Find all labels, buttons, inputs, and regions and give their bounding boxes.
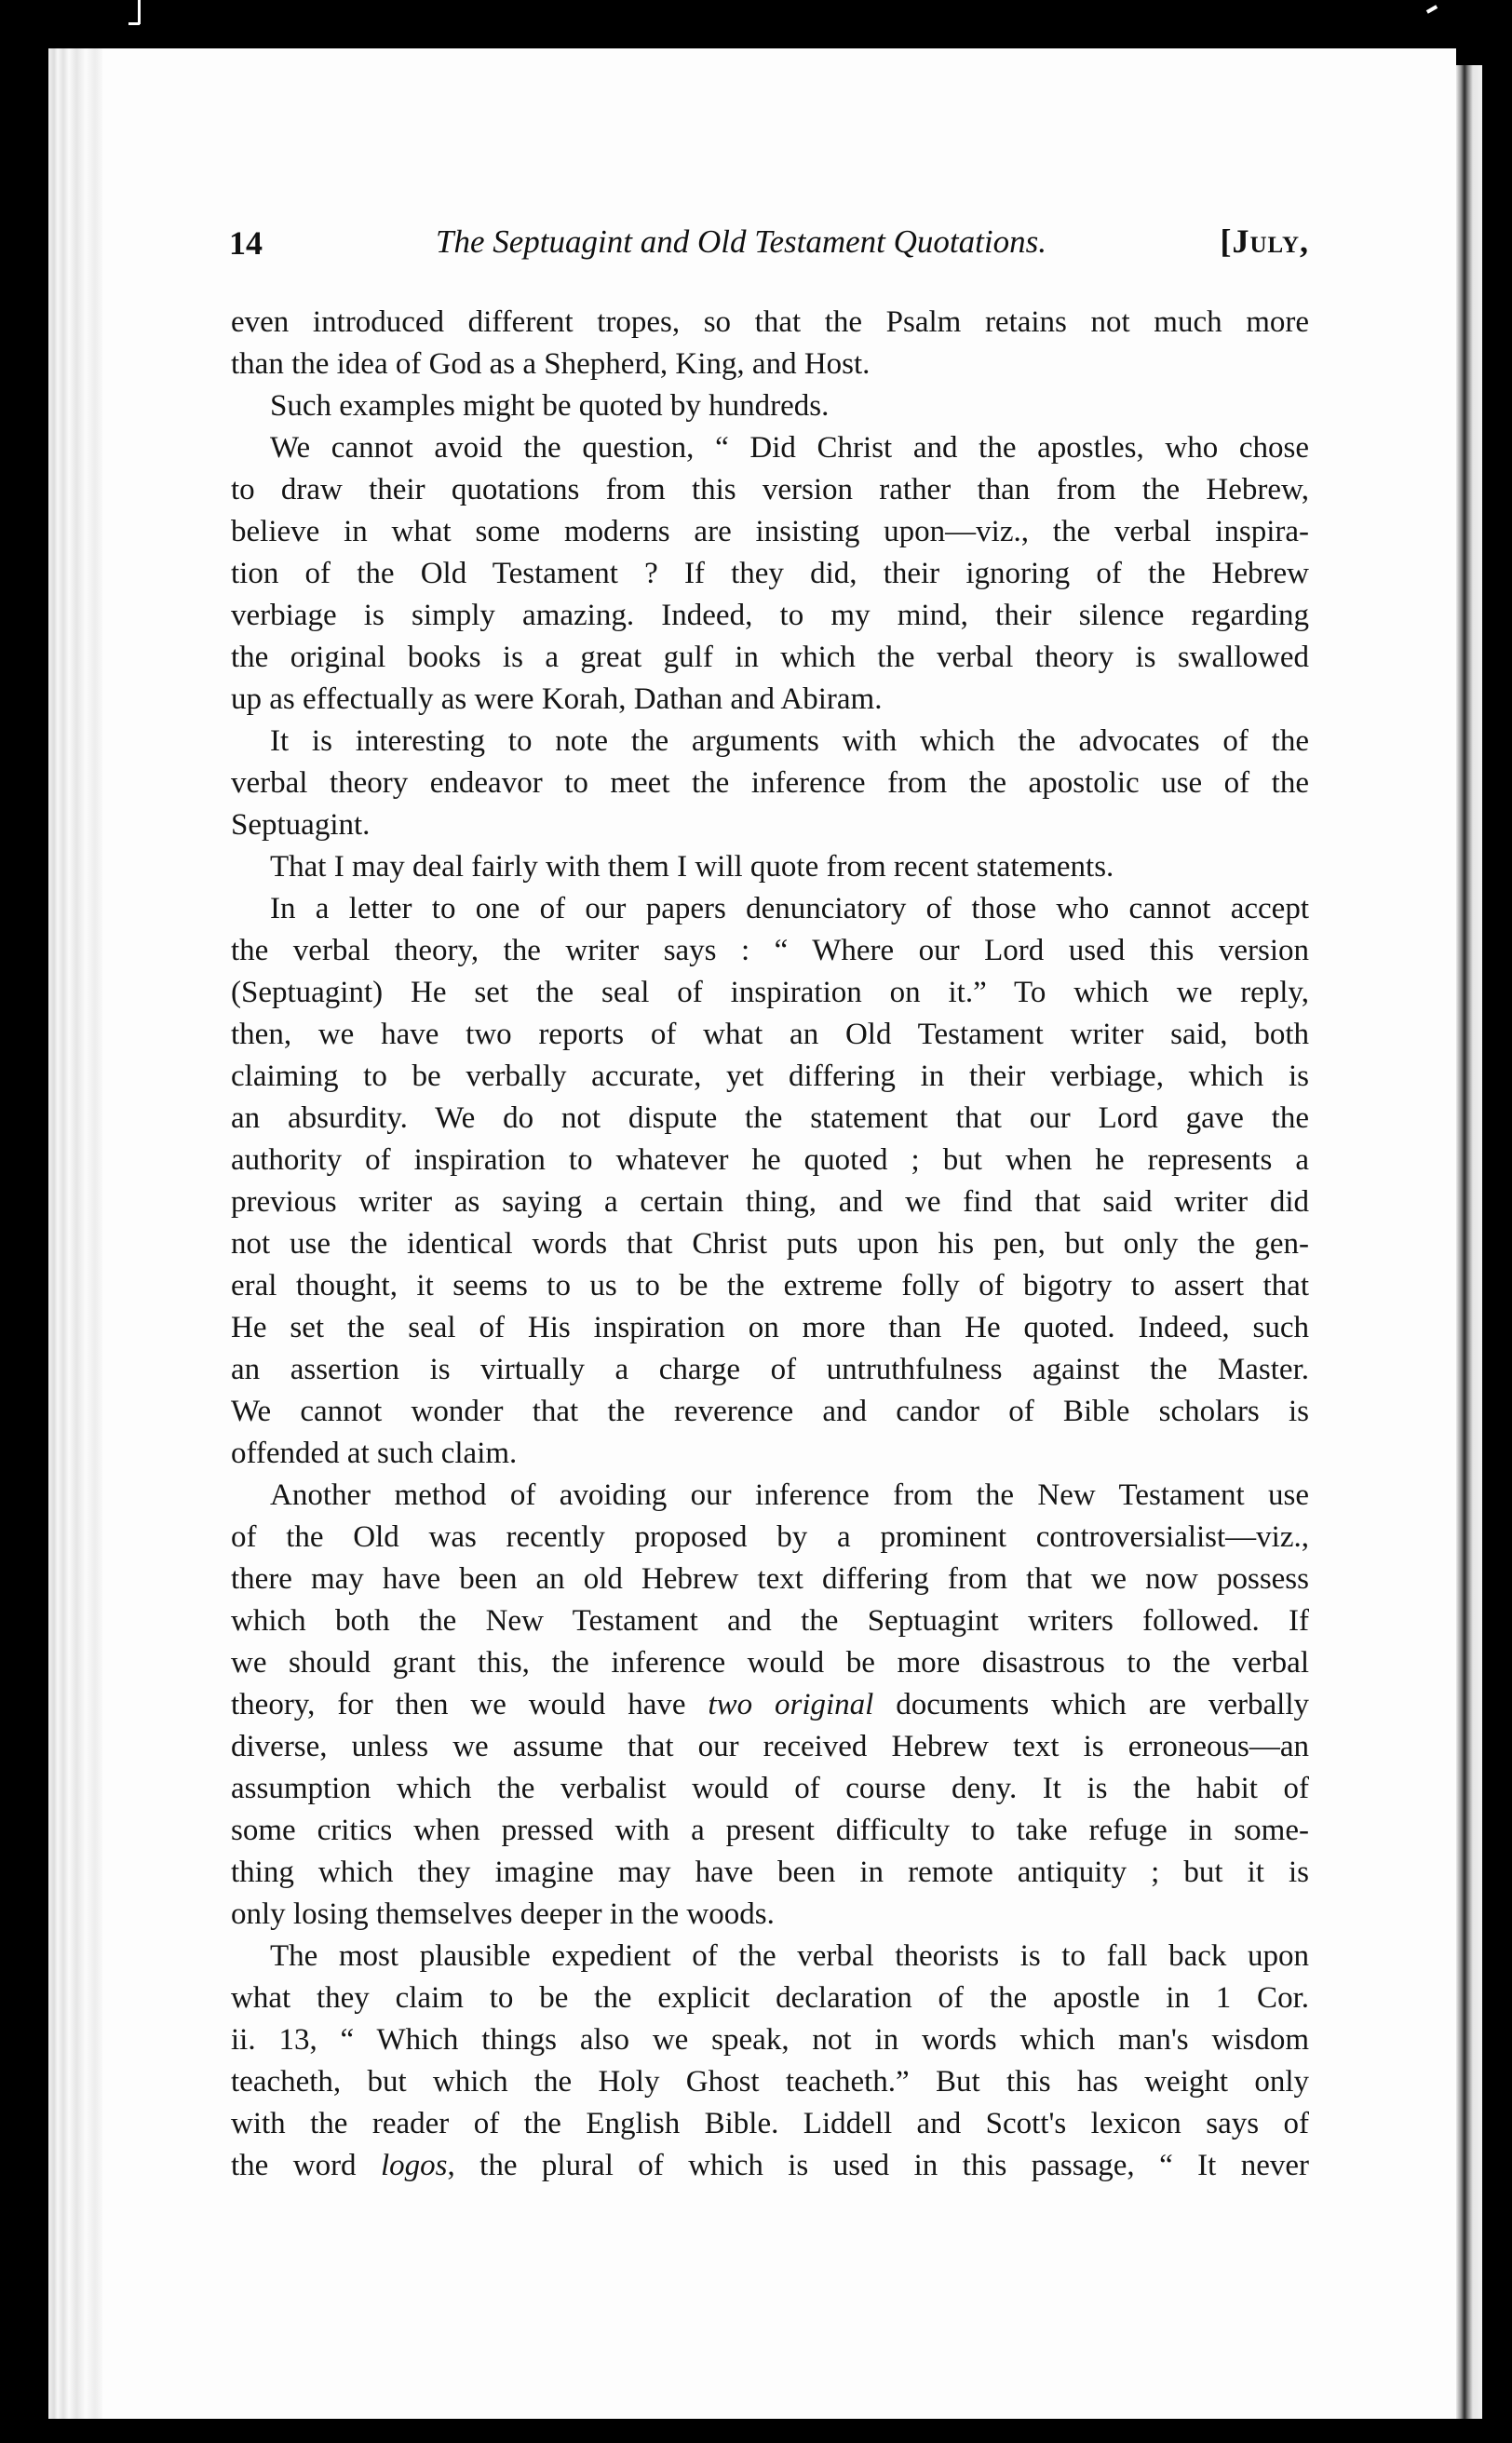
text-line: some critics when pressed with a present difficulty to take refuge in some- [231, 1814, 1309, 1847]
running-title: The Septuagint and Old Testament Quotations. [436, 223, 1046, 260]
text-line: Another method of avoiding our inference from the New Testament use [270, 1478, 1309, 1512]
text-line: That I may deal fairly with them I will quote from recent statements. [270, 850, 1114, 884]
text-line: up as effectually as were Korah, Dathan and Abiram. [231, 682, 883, 716]
text-line: verbal theory endeavor to meet the inference from the apostolic use of the [231, 766, 1309, 800]
text-line: the word logos, the plural of which is used in this passage, “ It never [231, 2149, 1309, 2182]
text-line: we should grant this, the inference would be more disastrous to the verbal [231, 1646, 1309, 1680]
text-line: to draw their quotations from this version rather than from the Hebrew, [231, 473, 1309, 506]
text-line: of the Old was recently proposed by a prominent controversialist—viz., [231, 1520, 1309, 1554]
text-line: the original books is a great gulf in which the verbal theory is swallowed [231, 641, 1309, 674]
text-line: teacheth, but which the Holy Ghost teacheth.” But this has weight only [231, 2065, 1309, 2099]
text-line: eral thought, it seems to us to be the extreme folly of bigotry to assert that [231, 1269, 1309, 1302]
text-line: thing which they imagine may have been in remote antiquity ; but it is [231, 1856, 1309, 1889]
page-number: 14 [229, 224, 263, 262]
text-line: previous writer as saying a certain thing, and we find that said writer did [231, 1185, 1309, 1219]
text-line: claiming to be verbally accurate, yet differing in their verbiage, which is [231, 1060, 1309, 1093]
text-line: than the idea of God as a Shepherd, King, and Host. [231, 347, 871, 381]
text-line: The most plausible expedient of the verbal theorists is to fall back upon [270, 1939, 1309, 1973]
text-line: (Septuagint) He set the seal of inspiration on it.” To which we reply, [231, 976, 1309, 1009]
text-line: tion of the Old Testament ? If they did, their ignoring of the Hebrew [231, 557, 1309, 590]
text-line: an absurdity. We do not dispute the statement that our Lord gave the [231, 1101, 1309, 1135]
text-line: an assertion is virtually a charge of untruthfulness against the Master. [231, 1353, 1309, 1386]
text-line: which both the New Testament and the Septuagint writers followed. If [231, 1604, 1309, 1638]
body-text [231, 302, 1309, 2187]
text-line: not use the identical words that Christ puts upon his pen, but only the gen- [231, 1227, 1309, 1261]
text-line: only losing themselves deeper in the woods. [231, 1897, 775, 1931]
text-line: ii. 13, “ Which things also we speak, not in words which man's wisdom [231, 2023, 1309, 2057]
page-header [229, 216, 1309, 272]
text-line: verbiage is simply amazing. Indeed, to my mind, their silence regarding [231, 599, 1309, 632]
text-line: theory, for then we would have two original documents which are verbally [231, 1688, 1310, 1721]
italic-emphasis: logos [380, 2149, 448, 2182]
text-line: diverse, unless we assume that our received Hebrew text is erroneous—an [231, 1730, 1309, 1763]
page-right-edge [1456, 65, 1482, 2419]
text-line: with the reader of the English Bible. Liddell and Scott's lexicon says of [231, 2107, 1309, 2140]
text-line: Septuagint. [231, 808, 371, 842]
scan-artifact-top-left [138, 0, 141, 24]
text-line: assumption which the verbalist would of course deny. It is the habit of [231, 1772, 1309, 1805]
italic-emphasis: two original [708, 1688, 874, 1721]
text-line: there may have been an old Hebrew text differing from that we now possess [231, 1562, 1309, 1596]
text-line: In a letter to one of our papers denunciatory of those who cannot accept [270, 892, 1309, 925]
page-left-edge [48, 48, 106, 2419]
text-line: what they claim to be the explicit declaration of the apostle in 1 Cor. [231, 1981, 1309, 2015]
text-line: Such examples might be quoted by hundreds. [270, 389, 830, 423]
text-line: even introduced different tropes, so that the Psalm retains not much more [231, 305, 1309, 339]
text-line: then, we have two reports of what an Old Testament writer said, both [231, 1018, 1309, 1051]
running-date: [July, [1220, 223, 1309, 260]
text-line: It is interesting to note the arguments with which the advocates of the [270, 724, 1309, 758]
scan-artifact-top-left-tick [128, 22, 140, 25]
scan-artifact-top-right [1426, 5, 1438, 13]
text-line: We cannot wonder that the reverence and candor of Bible scholars is [231, 1395, 1309, 1428]
text-line: offended at such claim. [231, 1437, 518, 1470]
text-line: We cannot avoid the question, “ Did Christ and the apostles, who chose [270, 431, 1309, 465]
text-line: He set the seal of His inspiration on more than He quoted. Indeed, such [231, 1311, 1309, 1344]
text-line: authority of inspiration to whatever he quoted ; but when he represents a [231, 1143, 1309, 1177]
text-line: believe in what some moderns are insisting upon—viz., the verbal inspira- [231, 515, 1309, 548]
text-line: the verbal theory, the writer says : “ Where our Lord used this version [231, 934, 1309, 967]
